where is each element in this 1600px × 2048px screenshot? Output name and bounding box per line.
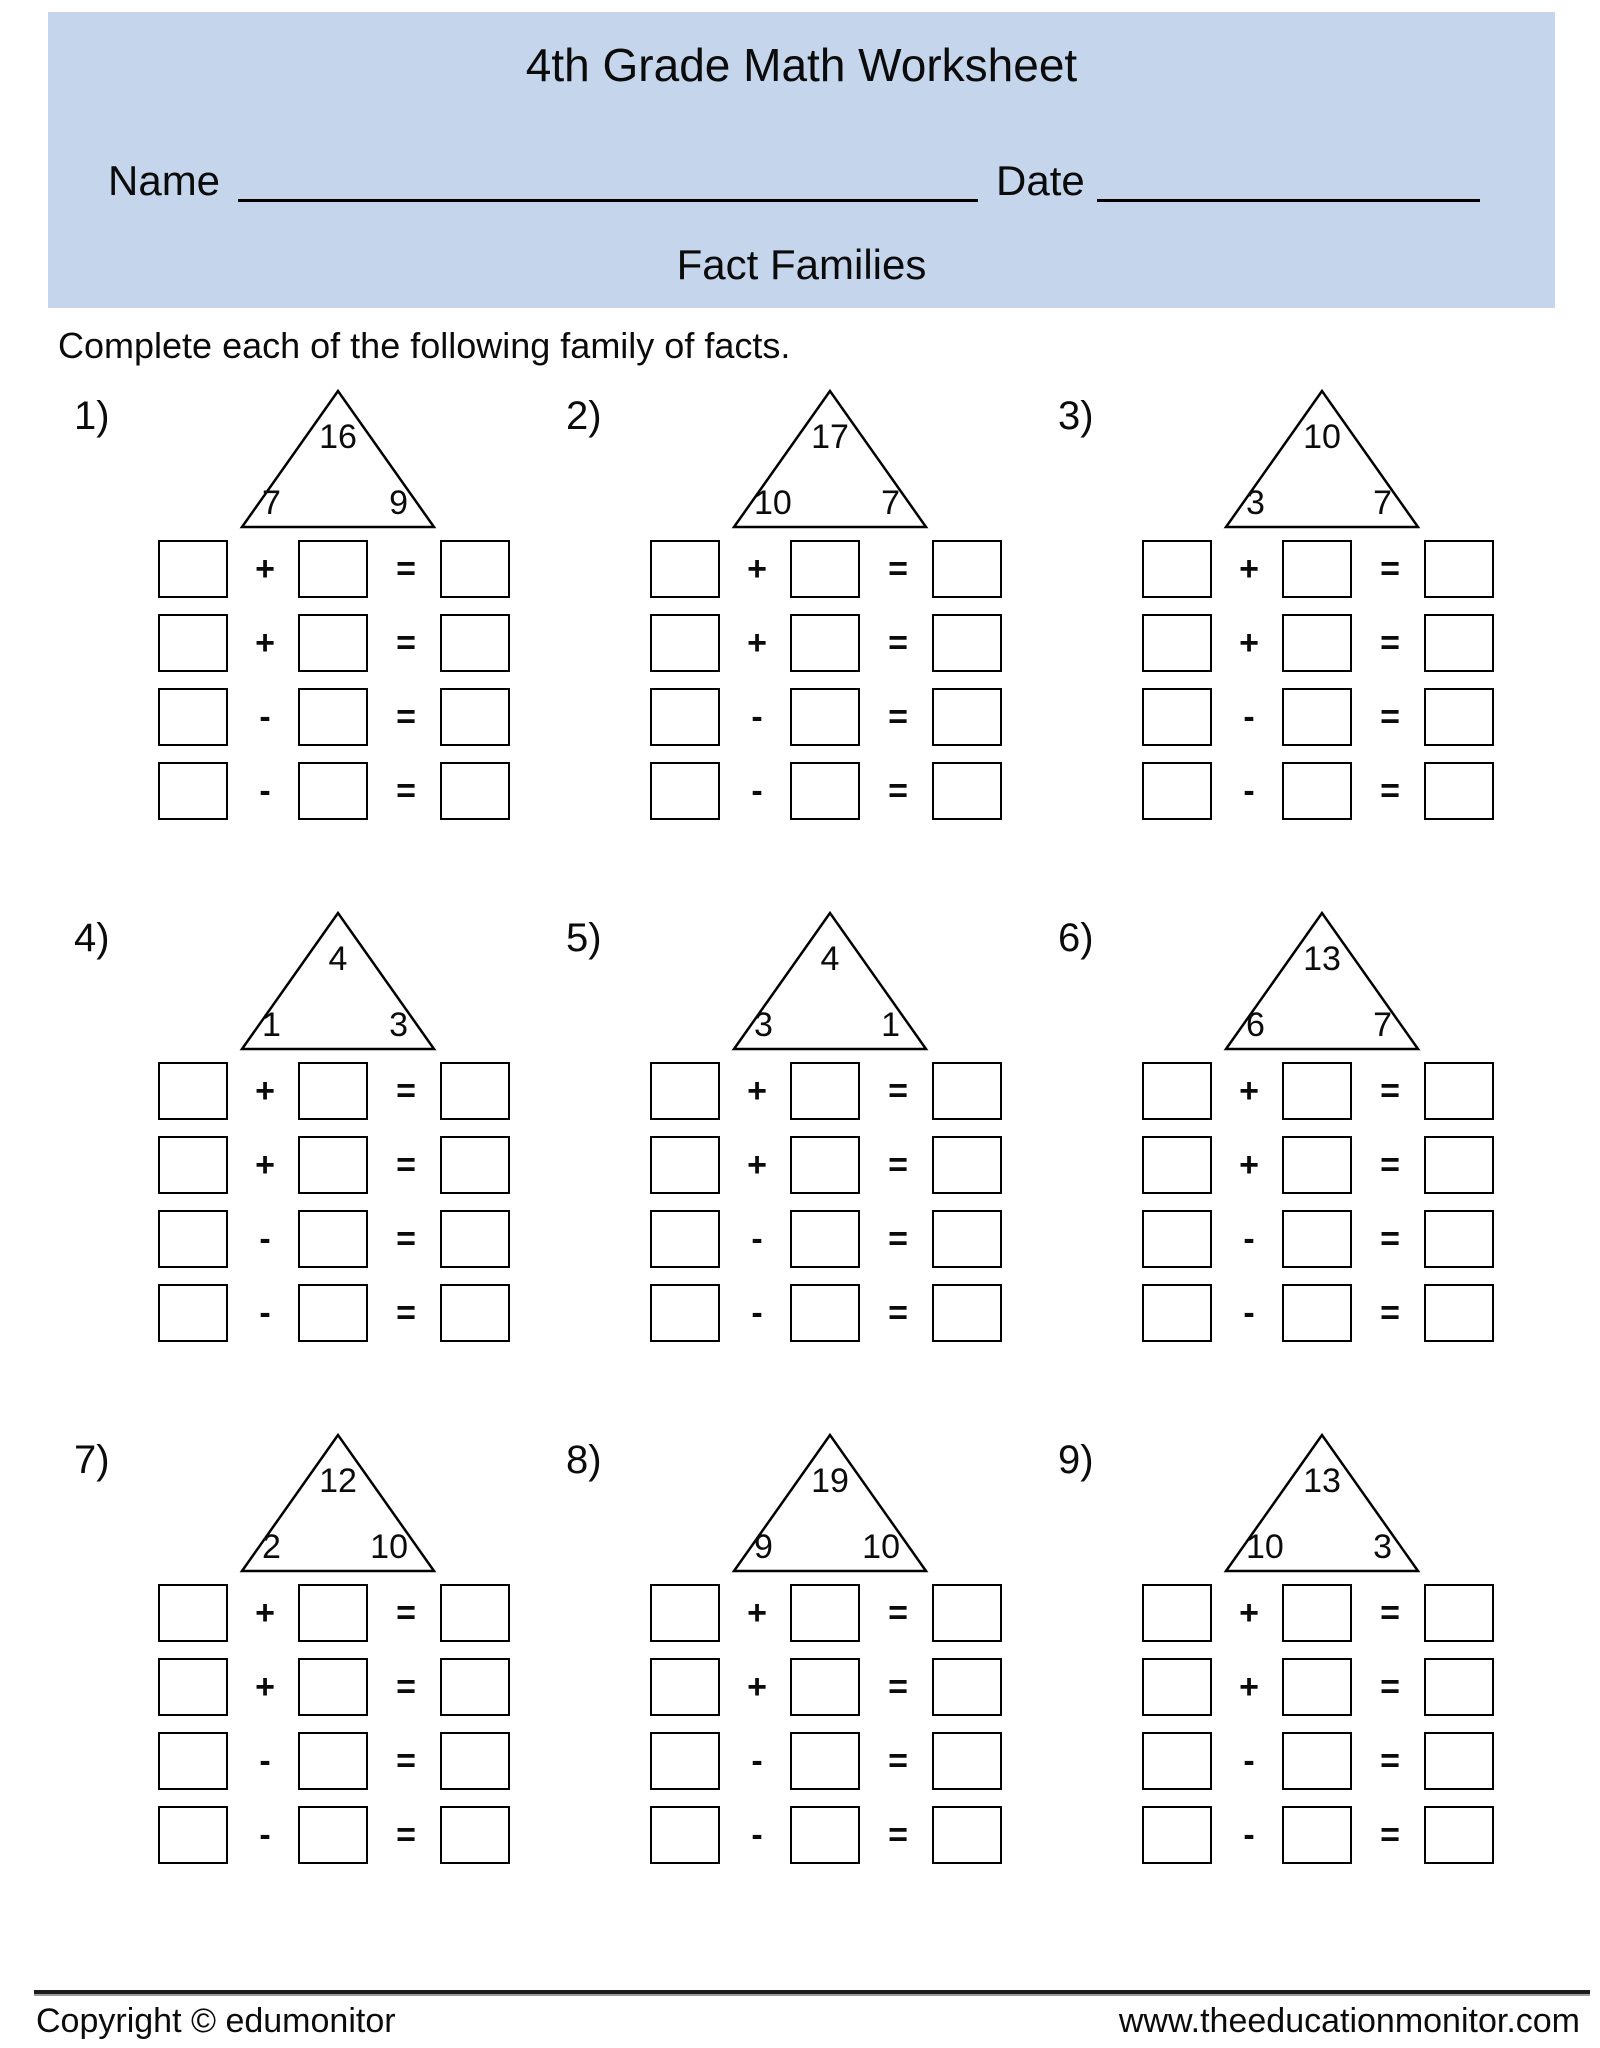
answer-box[interactable]	[932, 1658, 1002, 1716]
equals-sign: =	[1380, 1146, 1400, 1184]
triangle-right-number: 7	[1373, 1006, 1392, 1044]
equation-row	[60, 1062, 552, 1120]
equals-sign: =	[1380, 772, 1400, 810]
operator-sign: +	[255, 1594, 275, 1632]
answer-box[interactable]	[298, 1062, 368, 1120]
equals-sign: =	[888, 1742, 908, 1780]
triangle-right-number: 7	[1373, 484, 1392, 522]
answer-box[interactable]	[790, 1284, 860, 1342]
triangle-left-number: 10	[754, 484, 792, 522]
triangle-left-number: 9	[754, 1528, 773, 1566]
answer-box[interactable]	[1142, 1210, 1212, 1268]
equals-sign: =	[1380, 1668, 1400, 1706]
answer-box[interactable]	[1282, 1806, 1352, 1864]
equation-row	[552, 762, 1044, 820]
problem-cell	[1044, 388, 1536, 834]
operator-sign: -	[751, 1220, 763, 1258]
operator-sign: -	[751, 1816, 763, 1854]
answer-box[interactable]	[298, 614, 368, 672]
answer-box[interactable]	[790, 1210, 860, 1268]
equation-row	[1044, 1062, 1536, 1120]
operator-sign: +	[255, 1072, 275, 1110]
operator-sign: +	[1239, 624, 1259, 662]
equation-row	[60, 1806, 552, 1864]
equation-row	[1044, 762, 1536, 820]
problem-cell	[552, 910, 1044, 1356]
equals-sign: =	[888, 1816, 908, 1854]
problem-number: 8)	[566, 1438, 602, 1482]
answer-box[interactable]	[650, 1210, 720, 1268]
operator-sign: +	[747, 550, 767, 588]
equation-row	[552, 1284, 1044, 1342]
problem-cell	[552, 1432, 1044, 1878]
operator-sign: +	[747, 1668, 767, 1706]
operator-sign: +	[747, 1072, 767, 1110]
triangle-top-number: 4	[820, 940, 840, 978]
answer-box[interactable]	[1424, 540, 1494, 598]
operator-sign: -	[1243, 698, 1255, 736]
triangle-right-number: 3	[1373, 1528, 1392, 1566]
triangle-left-number: 2	[262, 1528, 281, 1566]
operator-sign: -	[259, 1294, 271, 1332]
operator-sign: -	[751, 698, 763, 736]
name-label: Name	[108, 157, 221, 204]
equation-row	[60, 1584, 552, 1642]
answer-box[interactable]	[932, 1062, 1002, 1120]
equation-list	[1044, 1584, 1536, 1880]
worksheet-header	[48, 12, 1555, 308]
equals-sign: =	[888, 550, 908, 588]
answer-box[interactable]	[1424, 1658, 1494, 1716]
answer-box[interactable]	[158, 1284, 228, 1342]
answer-box[interactable]	[1282, 688, 1352, 746]
operator-sign: +	[1239, 1146, 1259, 1184]
answer-box[interactable]	[932, 1732, 1002, 1790]
triangle-top-number: 13	[1303, 1462, 1341, 1500]
website-link[interactable]: www.theeducationmonitor.com	[1118, 2002, 1580, 2040]
answer-box[interactable]	[298, 1658, 368, 1716]
equation-row	[1044, 1136, 1536, 1194]
answer-box[interactable]	[1142, 1732, 1212, 1790]
answer-box[interactable]	[650, 688, 720, 746]
operator-sign: -	[259, 698, 271, 736]
worksheet-subtitle: Fact Families	[676, 241, 927, 288]
equals-sign: =	[888, 1594, 908, 1632]
equation-row	[552, 1210, 1044, 1268]
answer-box[interactable]	[298, 688, 368, 746]
answer-box[interactable]	[1424, 1210, 1494, 1268]
answer-box[interactable]	[298, 1806, 368, 1864]
equals-sign: =	[888, 624, 908, 662]
operator-sign: +	[255, 1668, 275, 1706]
equals-sign: =	[1380, 1220, 1400, 1258]
problem-number: 3)	[1058, 394, 1094, 438]
answer-box[interactable]	[650, 1806, 720, 1864]
operator-sign: +	[255, 624, 275, 662]
operator-sign: +	[255, 1146, 275, 1184]
answer-box[interactable]	[1424, 1732, 1494, 1790]
operator-sign: -	[259, 1816, 271, 1854]
answer-box[interactable]	[1424, 1062, 1494, 1120]
operator-sign: +	[747, 1594, 767, 1632]
answer-box[interactable]	[158, 1806, 228, 1864]
equation-row	[60, 1658, 552, 1716]
answer-box[interactable]	[1282, 1658, 1352, 1716]
problem-number: 1)	[74, 394, 110, 438]
answer-box[interactable]	[1142, 688, 1212, 746]
answer-box[interactable]	[158, 614, 228, 672]
triangle-left-number: 3	[1246, 484, 1265, 522]
equation-row	[552, 614, 1044, 672]
answer-box[interactable]	[650, 1136, 720, 1194]
problems-row-1	[60, 388, 1536, 834]
answer-box[interactable]	[1142, 1658, 1212, 1716]
answer-box[interactable]	[1424, 1284, 1494, 1342]
equation-row	[552, 1136, 1044, 1194]
answer-box[interactable]	[650, 762, 720, 820]
triangle-right-number: 3	[389, 1006, 408, 1044]
equals-sign: =	[396, 550, 416, 588]
answer-box[interactable]	[158, 1210, 228, 1268]
problem-cell	[60, 388, 552, 834]
answer-box[interactable]	[440, 1806, 510, 1864]
problem-cell	[1044, 1432, 1536, 1878]
answer-box[interactable]	[932, 1806, 1002, 1864]
operator-sign: -	[751, 1294, 763, 1332]
answer-box[interactable]	[298, 1136, 368, 1194]
operator-sign: -	[751, 772, 763, 810]
equals-sign: =	[396, 1072, 416, 1110]
answer-box[interactable]	[440, 1584, 510, 1642]
triangle-top-number: 19	[811, 1462, 849, 1500]
answer-box[interactable]	[932, 762, 1002, 820]
triangle-left-number: 1	[262, 1006, 281, 1044]
problem-cell	[60, 1432, 552, 1878]
equation-row	[1044, 540, 1536, 598]
problem-number: 9)	[1058, 1438, 1094, 1482]
answer-box[interactable]	[158, 1136, 228, 1194]
answer-box[interactable]	[440, 614, 510, 672]
equation-row	[60, 1284, 552, 1342]
answer-box[interactable]	[298, 1584, 368, 1642]
equation-row	[1044, 1732, 1536, 1790]
answer-box[interactable]	[158, 1584, 228, 1642]
operator-sign: +	[255, 550, 275, 588]
answer-box[interactable]	[790, 762, 860, 820]
answer-box[interactable]	[1424, 1806, 1494, 1864]
answer-box[interactable]	[1424, 1136, 1494, 1194]
answer-box[interactable]	[650, 1732, 720, 1790]
answer-box[interactable]	[650, 1062, 720, 1120]
operator-sign: -	[259, 772, 271, 810]
answer-box[interactable]	[1282, 540, 1352, 598]
answer-box[interactable]	[1282, 614, 1352, 672]
answer-box[interactable]	[790, 1062, 860, 1120]
answer-box[interactable]	[932, 1284, 1002, 1342]
equation-row	[1044, 1284, 1536, 1342]
equals-sign: =	[396, 698, 416, 736]
answer-box[interactable]	[298, 762, 368, 820]
answer-box[interactable]	[790, 540, 860, 598]
triangle-right-number: 1	[881, 1006, 900, 1044]
equals-sign: =	[396, 1594, 416, 1632]
operator-sign: -	[1243, 1742, 1255, 1780]
equation-list	[1044, 540, 1536, 836]
answer-box[interactable]	[790, 688, 860, 746]
equation-row	[1044, 1210, 1536, 1268]
answer-box[interactable]	[440, 1658, 510, 1716]
copyright-text: Copyright © edumonitor	[36, 2002, 396, 2040]
operator-sign: +	[1239, 1668, 1259, 1706]
answer-box[interactable]	[158, 1062, 228, 1120]
answer-box[interactable]	[1282, 1062, 1352, 1120]
equation-row	[552, 1732, 1044, 1790]
equation-row	[552, 688, 1044, 746]
equation-row	[552, 1806, 1044, 1864]
answer-box[interactable]	[440, 688, 510, 746]
equation-row	[60, 688, 552, 746]
answer-box[interactable]	[1142, 1584, 1212, 1642]
equation-row	[1044, 1584, 1536, 1642]
answer-box[interactable]	[650, 1284, 720, 1342]
answer-box[interactable]	[1424, 688, 1494, 746]
triangle-top-number: 13	[1303, 940, 1341, 978]
answer-box[interactable]	[932, 688, 1002, 746]
name-date-row	[108, 142, 1480, 202]
triangle-left-number: 6	[1246, 1006, 1265, 1044]
operator-sign: -	[751, 1742, 763, 1780]
page-title: 4th Grade Math Worksheet	[525, 39, 1078, 91]
answer-box[interactable]	[650, 614, 720, 672]
equals-sign: =	[888, 1668, 908, 1706]
equals-sign: =	[1380, 698, 1400, 736]
problem-cell	[60, 910, 552, 1356]
equation-list	[552, 540, 1044, 836]
answer-box[interactable]	[790, 1584, 860, 1642]
answer-box[interactable]	[932, 540, 1002, 598]
equation-list	[1044, 1062, 1536, 1358]
answer-box[interactable]	[650, 1584, 720, 1642]
equation-row	[60, 540, 552, 598]
triangle-right-number: 9	[389, 484, 408, 522]
problem-number: 2)	[566, 394, 602, 438]
equals-sign: =	[888, 1220, 908, 1258]
triangle-left-number: 7	[262, 484, 281, 522]
operator-sign: +	[1239, 1072, 1259, 1110]
problems-row-2	[60, 910, 1536, 1356]
triangle-top-number: 12	[319, 1462, 357, 1500]
answer-box[interactable]	[1282, 1136, 1352, 1194]
operator-sign: +	[747, 624, 767, 662]
answer-box[interactable]	[1282, 1284, 1352, 1342]
answer-box[interactable]	[790, 1658, 860, 1716]
answer-box[interactable]	[440, 762, 510, 820]
equals-sign: =	[396, 772, 416, 810]
equals-sign: =	[888, 698, 908, 736]
equation-row	[1044, 614, 1536, 672]
equals-sign: =	[396, 1146, 416, 1184]
answer-box[interactable]	[158, 1732, 228, 1790]
triangle-left-number: 3	[754, 1006, 773, 1044]
triangle-right-number: 7	[881, 484, 900, 522]
equals-sign: =	[888, 1294, 908, 1332]
equation-row	[552, 1062, 1044, 1120]
problem-number: 7)	[74, 1438, 110, 1482]
operator-sign: +	[1239, 550, 1259, 588]
answer-box[interactable]	[440, 1210, 510, 1268]
answer-box[interactable]	[1142, 1806, 1212, 1864]
answer-box[interactable]	[1142, 1062, 1212, 1120]
equation-row	[1044, 1806, 1536, 1864]
answer-box[interactable]	[158, 1658, 228, 1716]
answer-box[interactable]	[440, 540, 510, 598]
equals-sign: =	[888, 772, 908, 810]
triangle-right-number: 10	[862, 1528, 900, 1566]
equals-sign: =	[1380, 1294, 1400, 1332]
operator-sign: -	[1243, 772, 1255, 810]
answer-box[interactable]	[1282, 762, 1352, 820]
triangle-top-number: 10	[1303, 418, 1341, 456]
problem-cell	[1044, 910, 1536, 1356]
footer-divider	[34, 1990, 1590, 1996]
equals-sign: =	[396, 624, 416, 662]
answer-box[interactable]	[158, 762, 228, 820]
answer-box[interactable]	[298, 540, 368, 598]
answer-box[interactable]	[1142, 614, 1212, 672]
answer-box[interactable]	[1282, 1584, 1352, 1642]
date-input-line[interactable]	[1097, 142, 1480, 202]
equation-list	[552, 1062, 1044, 1358]
answer-box[interactable]	[932, 1210, 1002, 1268]
answer-box[interactable]	[1424, 614, 1494, 672]
problem-cell	[552, 388, 1044, 834]
answer-box[interactable]	[440, 1136, 510, 1194]
answer-box[interactable]	[440, 1062, 510, 1120]
answer-box[interactable]	[1424, 1584, 1494, 1642]
answer-box[interactable]	[440, 1284, 510, 1342]
equation-row	[60, 1732, 552, 1790]
operator-sign: -	[1243, 1294, 1255, 1332]
equals-sign: =	[1380, 1742, 1400, 1780]
operator-sign: -	[259, 1742, 271, 1780]
answer-box[interactable]	[1142, 1284, 1212, 1342]
problem-number: 6)	[1058, 916, 1094, 960]
operator-sign: -	[1243, 1816, 1255, 1854]
equation-row	[552, 1658, 1044, 1716]
answer-box[interactable]	[932, 1584, 1002, 1642]
answer-box[interactable]	[790, 1806, 860, 1864]
equals-sign: =	[1380, 1816, 1400, 1854]
equation-row	[1044, 1658, 1536, 1716]
equals-sign: =	[396, 1742, 416, 1780]
name-input-line[interactable]	[238, 142, 978, 202]
problems-row-3	[60, 1432, 1536, 1878]
equation-row	[60, 1136, 552, 1194]
answer-box[interactable]	[932, 1136, 1002, 1194]
answer-box[interactable]	[1424, 762, 1494, 820]
answer-box[interactable]	[1282, 1732, 1352, 1790]
equals-sign: =	[396, 1220, 416, 1258]
triangle-top-number: 4	[328, 940, 348, 978]
triangle-top-number: 17	[811, 418, 849, 456]
answer-box[interactable]	[790, 1136, 860, 1194]
equals-sign: =	[1380, 1594, 1400, 1632]
operator-sign: +	[747, 1146, 767, 1184]
answer-box[interactable]	[650, 1658, 720, 1716]
answer-box[interactable]	[650, 540, 720, 598]
equation-row	[552, 1584, 1044, 1642]
triangle-top-number: 16	[319, 418, 357, 456]
equation-row	[60, 1210, 552, 1268]
answer-box[interactable]	[790, 614, 860, 672]
answer-box[interactable]	[1142, 540, 1212, 598]
triangle-right-number: 10	[370, 1528, 408, 1566]
equals-sign: =	[396, 1294, 416, 1332]
operator-sign: -	[1243, 1220, 1255, 1258]
equals-sign: =	[396, 1668, 416, 1706]
triangle-left-number: 10	[1246, 1528, 1284, 1566]
equation-list	[60, 540, 552, 836]
equation-list	[60, 1584, 552, 1880]
equation-list	[552, 1584, 1044, 1880]
answer-box[interactable]	[440, 1732, 510, 1790]
equation-row	[1044, 688, 1536, 746]
equals-sign: =	[888, 1146, 908, 1184]
equals-sign: =	[888, 1072, 908, 1110]
answer-box[interactable]	[932, 614, 1002, 672]
instruction-text: Complete each of the following family of facts.	[58, 325, 791, 366]
answer-box[interactable]	[298, 1732, 368, 1790]
equation-row	[552, 540, 1044, 598]
answer-box[interactable]	[1142, 762, 1212, 820]
equals-sign: =	[1380, 550, 1400, 588]
answer-box[interactable]	[158, 540, 228, 598]
answer-box[interactable]	[298, 1284, 368, 1342]
answer-box[interactable]	[1282, 1210, 1352, 1268]
equals-sign: =	[1380, 1072, 1400, 1110]
answer-box[interactable]	[298, 1210, 368, 1268]
operator-sign: -	[259, 1220, 271, 1258]
answer-box[interactable]	[158, 688, 228, 746]
equation-list	[60, 1062, 552, 1358]
equation-row	[60, 614, 552, 672]
equals-sign: =	[396, 1816, 416, 1854]
problem-number: 4)	[74, 916, 110, 960]
answer-box[interactable]	[1142, 1136, 1212, 1194]
equation-row	[60, 762, 552, 820]
operator-sign: +	[1239, 1594, 1259, 1632]
answer-box[interactable]	[790, 1732, 860, 1790]
problem-number: 5)	[566, 916, 602, 960]
date-label: Date	[996, 157, 1085, 204]
equals-sign: =	[1380, 624, 1400, 662]
